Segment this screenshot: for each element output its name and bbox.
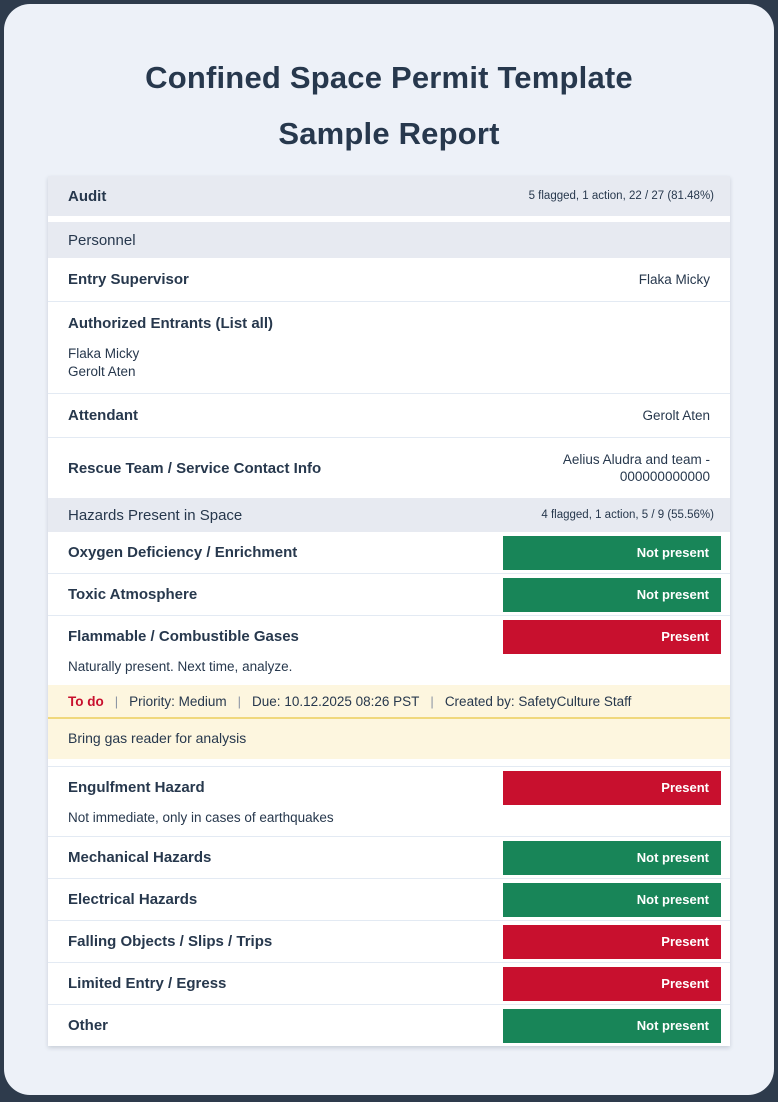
hazard-item-mechanical xyxy=(48,837,730,879)
hazard-item-flammable xyxy=(48,616,730,767)
separator: | xyxy=(237,694,242,709)
action-priority: Priority: Medium xyxy=(129,694,227,709)
hazard-item-oxygen xyxy=(48,532,730,574)
hazard-label: Flammable / Combustible Gases xyxy=(68,628,299,645)
hazards-section-title: Hazards Present in Space xyxy=(68,506,243,524)
response-badge: Present xyxy=(503,967,721,1001)
field-value: Gerolt Aten xyxy=(642,408,710,423)
response-badge: Present xyxy=(503,620,721,654)
hazard-item-toxic xyxy=(48,574,730,616)
action-due-date: Due: 10.12.2025 08:26 PST xyxy=(252,694,420,709)
action-description: Bring gas reader for analysis xyxy=(68,730,247,746)
hazard-label: Limited Entry / Egress xyxy=(68,975,227,992)
report-card xyxy=(48,176,730,1046)
personnel-section-header xyxy=(48,222,730,258)
hazards-score-stats: 4 flagged, 1 action, 5 / 9 (55.56%) xyxy=(541,509,714,521)
response-badge: Not present xyxy=(503,841,721,875)
action-block xyxy=(48,685,730,759)
separator: | xyxy=(114,694,119,709)
page-title-line2: Sample Report xyxy=(278,116,500,151)
hazard-question-row xyxy=(48,532,730,573)
hazard-question-row xyxy=(48,574,730,615)
hazard-label: Other xyxy=(68,1017,109,1034)
hazard-question-row xyxy=(48,963,730,1004)
page-title xyxy=(4,4,774,162)
hazard-question-row xyxy=(48,921,730,962)
rescue-contact-line1: Aelius Aludra and team - xyxy=(562,452,710,467)
field-row-entry-supervisor xyxy=(48,258,730,302)
hazard-note: Naturally present. Next time, analyze. xyxy=(68,659,293,674)
hazard-label: Electrical Hazards xyxy=(68,891,198,908)
entrant-name: Flaka Micky xyxy=(68,346,140,361)
hazard-label: Falling Objects / Slips / Trips xyxy=(68,933,273,950)
field-value: Flaka Micky xyxy=(638,272,710,287)
field-block-authorized-entrants xyxy=(48,302,730,394)
response-badge: Not present xyxy=(503,883,721,917)
report-panel xyxy=(4,4,774,1095)
audit-section-title: Audit xyxy=(68,187,107,205)
hazard-item-engulfment xyxy=(48,767,730,837)
field-value xyxy=(563,451,710,485)
hazard-label: Mechanical Hazards xyxy=(68,849,212,866)
field-label: Attendant xyxy=(68,407,138,424)
action-created-by: Created by: SafetyCulture Staff xyxy=(444,694,632,709)
audit-score-stats: 5 flagged, 1 action, 22 / 27 (81.48%) xyxy=(528,190,714,202)
action-meta-row xyxy=(48,685,730,719)
hazard-question-row xyxy=(48,837,730,878)
field-row-attendant xyxy=(48,394,730,438)
action-status: To do xyxy=(68,694,104,709)
entrant-name: Gerolt Aten xyxy=(68,364,136,379)
audit-section-header xyxy=(48,176,730,216)
personnel-section-title: Personnel xyxy=(68,231,136,249)
hazards-section-header xyxy=(48,498,730,532)
field-row-rescue-team xyxy=(48,438,730,498)
hazard-question-row xyxy=(48,767,730,808)
response-badge: Not present xyxy=(503,1009,721,1043)
field-label: Authorized Entrants (List all) xyxy=(68,315,274,332)
response-badge: Present xyxy=(503,771,721,805)
response-badge: Present xyxy=(503,925,721,959)
hazard-label: Toxic Atmosphere xyxy=(68,586,198,603)
page-title-line1: Confined Space Permit Template xyxy=(145,60,633,95)
hazard-item-limited-entry xyxy=(48,963,730,1005)
hazard-label: Oxygen Deficiency / Enrichment xyxy=(68,544,298,561)
hazard-note: Not immediate, only in cases of earthquakes xyxy=(68,810,334,825)
hazard-question-row xyxy=(48,616,730,657)
hazard-question-row xyxy=(48,879,730,920)
field-label: Rescue Team / Service Contact Info xyxy=(68,459,322,477)
rescue-contact-line2: 000000000000 xyxy=(619,469,710,484)
field-label: Entry Supervisor xyxy=(68,271,189,288)
separator: | xyxy=(430,694,434,709)
hazard-item-electrical xyxy=(48,879,730,921)
hazard-label: Engulfment Hazard xyxy=(68,779,205,796)
hazard-question-row xyxy=(48,1005,730,1046)
hazard-item-falling-objects xyxy=(48,921,730,963)
response-badge: Not present xyxy=(503,578,721,612)
response-badge: Not present xyxy=(503,536,721,570)
hazard-item-other xyxy=(48,1005,730,1046)
